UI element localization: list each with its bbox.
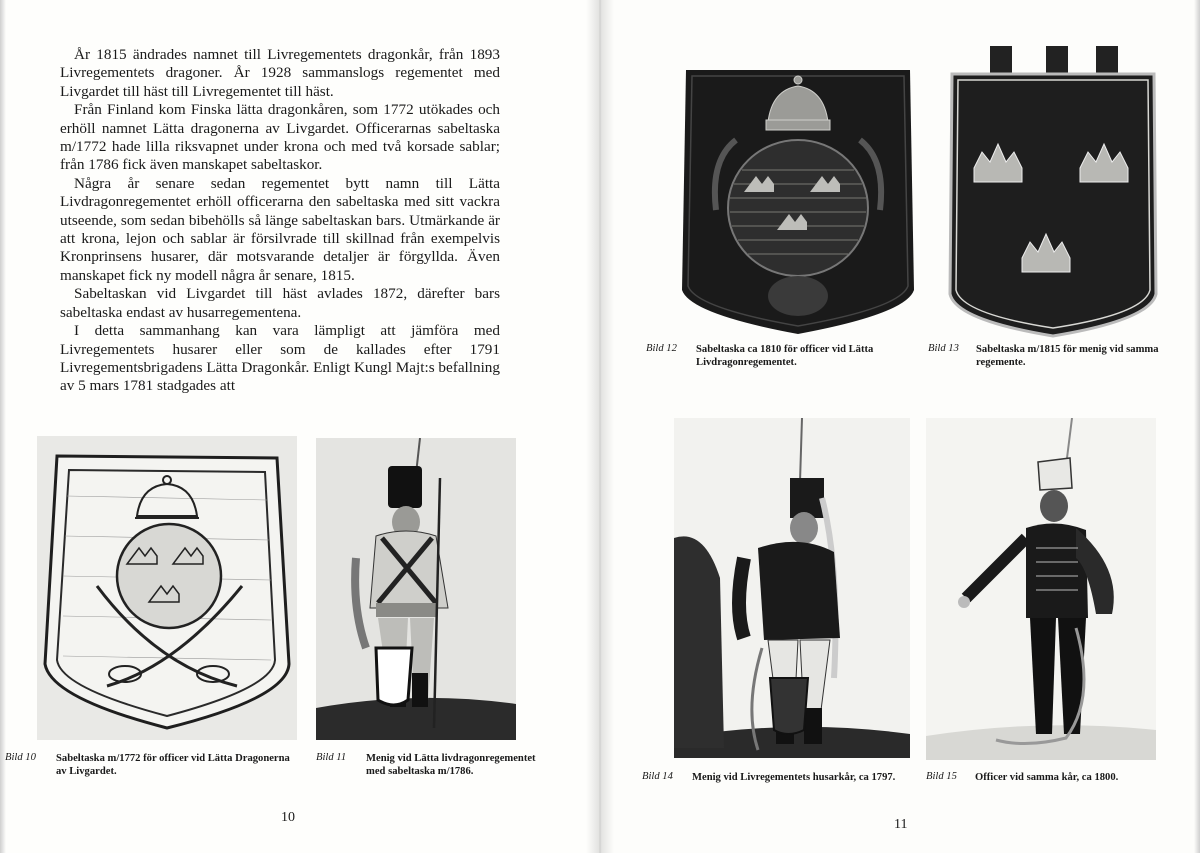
book-gutter [586, 0, 614, 853]
page-edge-shadow [1194, 0, 1200, 853]
figure-number: Bild 12 [646, 343, 677, 354]
figure-bild-13-enlisted-sabretache [946, 44, 1160, 338]
page-edge-shadow [0, 0, 6, 853]
body-text [60, 46, 500, 396]
page-number: 11 [894, 817, 908, 832]
officer-image [926, 418, 1156, 760]
figure-number: Bild 15 [926, 771, 957, 782]
page-number: 10 [281, 810, 295, 825]
paragraph: Från Finland kom Finska lätta dragonkåren, som 1772 utökades och erhöll namnet Lätta dragonerna av Livgardet. Officerarnas sabeltaska m/1772 hade lilla riksvapnet under krona och med två korsade sablar; från 1786 fick även manskapet sabeltaskor. [60, 101, 500, 174]
figure-caption: Menig vid Livregementets husarkår, ca 1797. [692, 772, 896, 783]
figure-caption: Sabeltaska ca 1810 för officer vid Lätta Livdragonregementet. [696, 344, 874, 368]
figure-caption: Sabeltaska m/1815 för menig vid samma regemente. [976, 344, 1159, 368]
sabretache-sketch-image [37, 436, 297, 740]
figure-number: Bild 13 [928, 343, 959, 354]
paragraph: År 1815 ändrades namnet till Livregementets dragonkår, från 1893 Livregementets dragoner. År 1928 sammanslogs regementet med Livgardet till häst till Livregementet till häst. [60, 46, 500, 100]
figure-bild-14-hussar [674, 418, 910, 758]
soldier-image [316, 438, 516, 740]
figure-bild-11-soldier [316, 438, 516, 740]
paragraph: Sabeltaskan vid Livgardet till häst avlades 1872, därefter bars sabeltaska endast av husarregementena. [60, 285, 500, 321]
figure-bild-10-sketch [37, 436, 297, 740]
figure-bild-12-officer-sabretache [676, 60, 920, 336]
figure-number: Bild 14 [642, 771, 673, 782]
enlisted-sabretache-photo [946, 44, 1160, 338]
figure-caption: Sabeltaska m/1772 för officer vid Lätta Dragonerna av Livgardet. [56, 753, 290, 777]
figure-number: Bild 10 [5, 752, 36, 763]
paragraph: I detta sammanhang kan vara lämpligt att jämföra med Livregementets husarer eller som de kallades efter 1791 Livregementsbrigadens Lätta Dragonkår. Enligt Kungl Majt:s befallning av 5 mars 1781 stadgades att [60, 322, 500, 395]
figure-bild-15-officer [926, 418, 1156, 760]
hussar-image [674, 418, 910, 758]
figure-number: Bild 11 [316, 752, 347, 763]
figure-caption: Menig vid Lätta livdragonregementet med sabeltaska m/1786. [366, 753, 536, 777]
paragraph: Några år senare sedan regementet bytt namn till Lätta Livdragonregementet erhöll officerarna den sabeltaska med sitt vackra utseende, som sedan bibehölls så länge sabeltaskan bars. Utmärkande är att krona, lejon och sablar är försilvrade till skillnad från exempelvis Kronprinsens husarer, där motsvarande detaljer är förgyllda. Även manskapet fick ny modell några år senare, 1815. [60, 174, 500, 284]
right-page [600, 0, 1200, 853]
figure-caption: Officer vid samma kår, ca 1800. [975, 772, 1119, 783]
officer-sabretache-photo [676, 60, 920, 336]
